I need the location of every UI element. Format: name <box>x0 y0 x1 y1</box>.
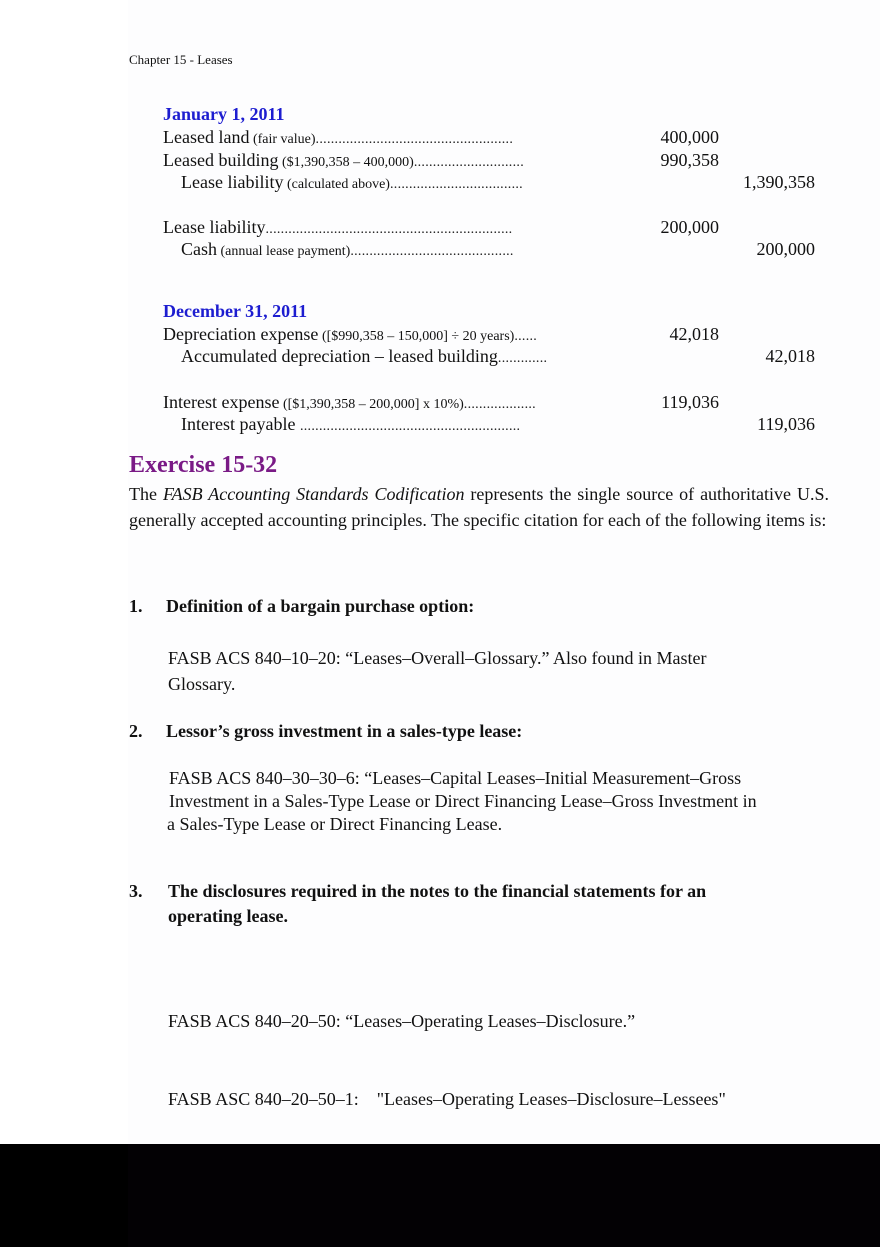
journal-entry-row <box>163 171 823 193</box>
credit-amount: 1,390,358 <box>743 172 815 192</box>
account-name: Lease liability (calculated above)................................... <box>181 172 523 192</box>
bottom-band-left <box>0 1144 128 1247</box>
exercise-title: Exercise 15-32 <box>129 452 278 478</box>
journal-date-heading: December 31, 2011 <box>163 301 308 321</box>
list-item-answer: FASB ACS 840–30–30–6: “Leases–Capital Leases–Initial Measurement–Gross Investment in a Sales-Type Lease or Direct Financing Lease–Gross Investment in a Sales-Type Lease or Direct Financing Lease. <box>167 768 757 834</box>
credit-amount: 42,018 <box>765 346 815 366</box>
account-name: Leased land (fair value).................................................... <box>163 127 514 147</box>
journal-entry-row <box>163 391 823 413</box>
debit-amount: 200,000 <box>660 217 719 237</box>
document-page: Chapter 15 - Leases January 1, 2011 Leased land (fair value).................................................... 400,000 Leased building ($1,390,358 – 400,000)............................. 990,358 Lease liability (calculated above)................................... 1,390,358 Lease liability................................................................. 200,000 Cash (annual lease payment)........................................... 200,000 December 31, 2011 Depreciation expense ([$990,358 – 150,000] ÷ 20 years)...... 42,018 Accumulated depreciation – leased building............. 42,018 Interest expense ([$1,390,358 – 200,000] x 10%)................... 119,036 Interest payable .......................................................... 119,036 Exercise 15-32 The FASB Accounting Standards Codification represents the single source of authoritative U.S. generally accepted accounting principles. The specific citation for each of the following items is: 1. Definition of a bargain purchase option: FASB ACS 840–10–20: “Leases–Overall–Glossary.” Also found in Master Glossary. 2. Lessor’s gross investment in a sales-type lease: FASB ACS 840–30–30–6: “Leases–Capital Leases–Initial Measurement–Gross Investment in a Sales-Type Lease or Direct Financing Lease–Gross Investment in a Sales-Type Lease or Direct Financing Lease. 3. The disclosures required in the notes to the financial statements for an operating lease. FASB ACS 840–20–50: “Leases–Operating Leases–Disclosure.” FASB ASC 840–20–50–1: "Leases–Operating Leases–Disclosure–Lessees" <box>0 0 880 1144</box>
account-name: Accumulated depreciation – leased building............. <box>181 346 548 366</box>
credit-amount: 200,000 <box>756 239 815 259</box>
debit-amount: 42,018 <box>669 324 719 344</box>
account-name: Interest payable .......................................................... <box>181 414 521 434</box>
journal-entry-row <box>163 216 823 238</box>
debit-amount: 400,000 <box>660 127 719 147</box>
journal-entry-row <box>163 149 823 171</box>
journal-entry-row <box>163 238 823 260</box>
account-name: Interest expense ([$1,390,358 – 200,000] x 10%)................... <box>163 392 536 412</box>
account-name: Cash (annual lease payment)........................................... <box>181 239 514 259</box>
journal-entry-row <box>163 323 823 345</box>
credit-amount: 119,036 <box>757 414 815 434</box>
running-head: Chapter 15 - Leases <box>129 52 233 67</box>
codification-title: FASB Accounting Standards Codification <box>162 484 465 504</box>
account-name: Leased building ($1,390,358 – 400,000)............................. <box>163 150 525 170</box>
bottom-black-band <box>0 1144 880 1247</box>
journal-entry-row <box>163 345 823 367</box>
account-name: Depreciation expense ([$990,358 – 150,000] ÷ 20 years)...... <box>163 324 538 344</box>
list-item-answer: FASB ACS 840–10–20: “Leases–Overall–Glossary.” Also found in Master Glossary. <box>168 648 707 694</box>
journal-entry-row <box>163 413 823 435</box>
journal-date-heading: January 1, 2011 <box>163 104 285 124</box>
debit-amount: 990,358 <box>660 150 719 170</box>
list-item-answer: FASB ACS 840–20–50: “Leases–Operating Leases–Disclosure.” FASB ASC 840–20–50–1: "Leases–Operating Leases–Disclosure–Lessees" <box>168 1011 726 1109</box>
journal-entry-row <box>163 126 823 148</box>
exercise-intro: The FASB Accounting Standards Codification represents the single source of authoritative U.S. generally accepted accounting principles. The specific citation for each of the following items is: <box>129 484 829 530</box>
account-name: Lease liability................................................................. <box>163 217 513 237</box>
debit-amount: 119,036 <box>661 392 719 412</box>
